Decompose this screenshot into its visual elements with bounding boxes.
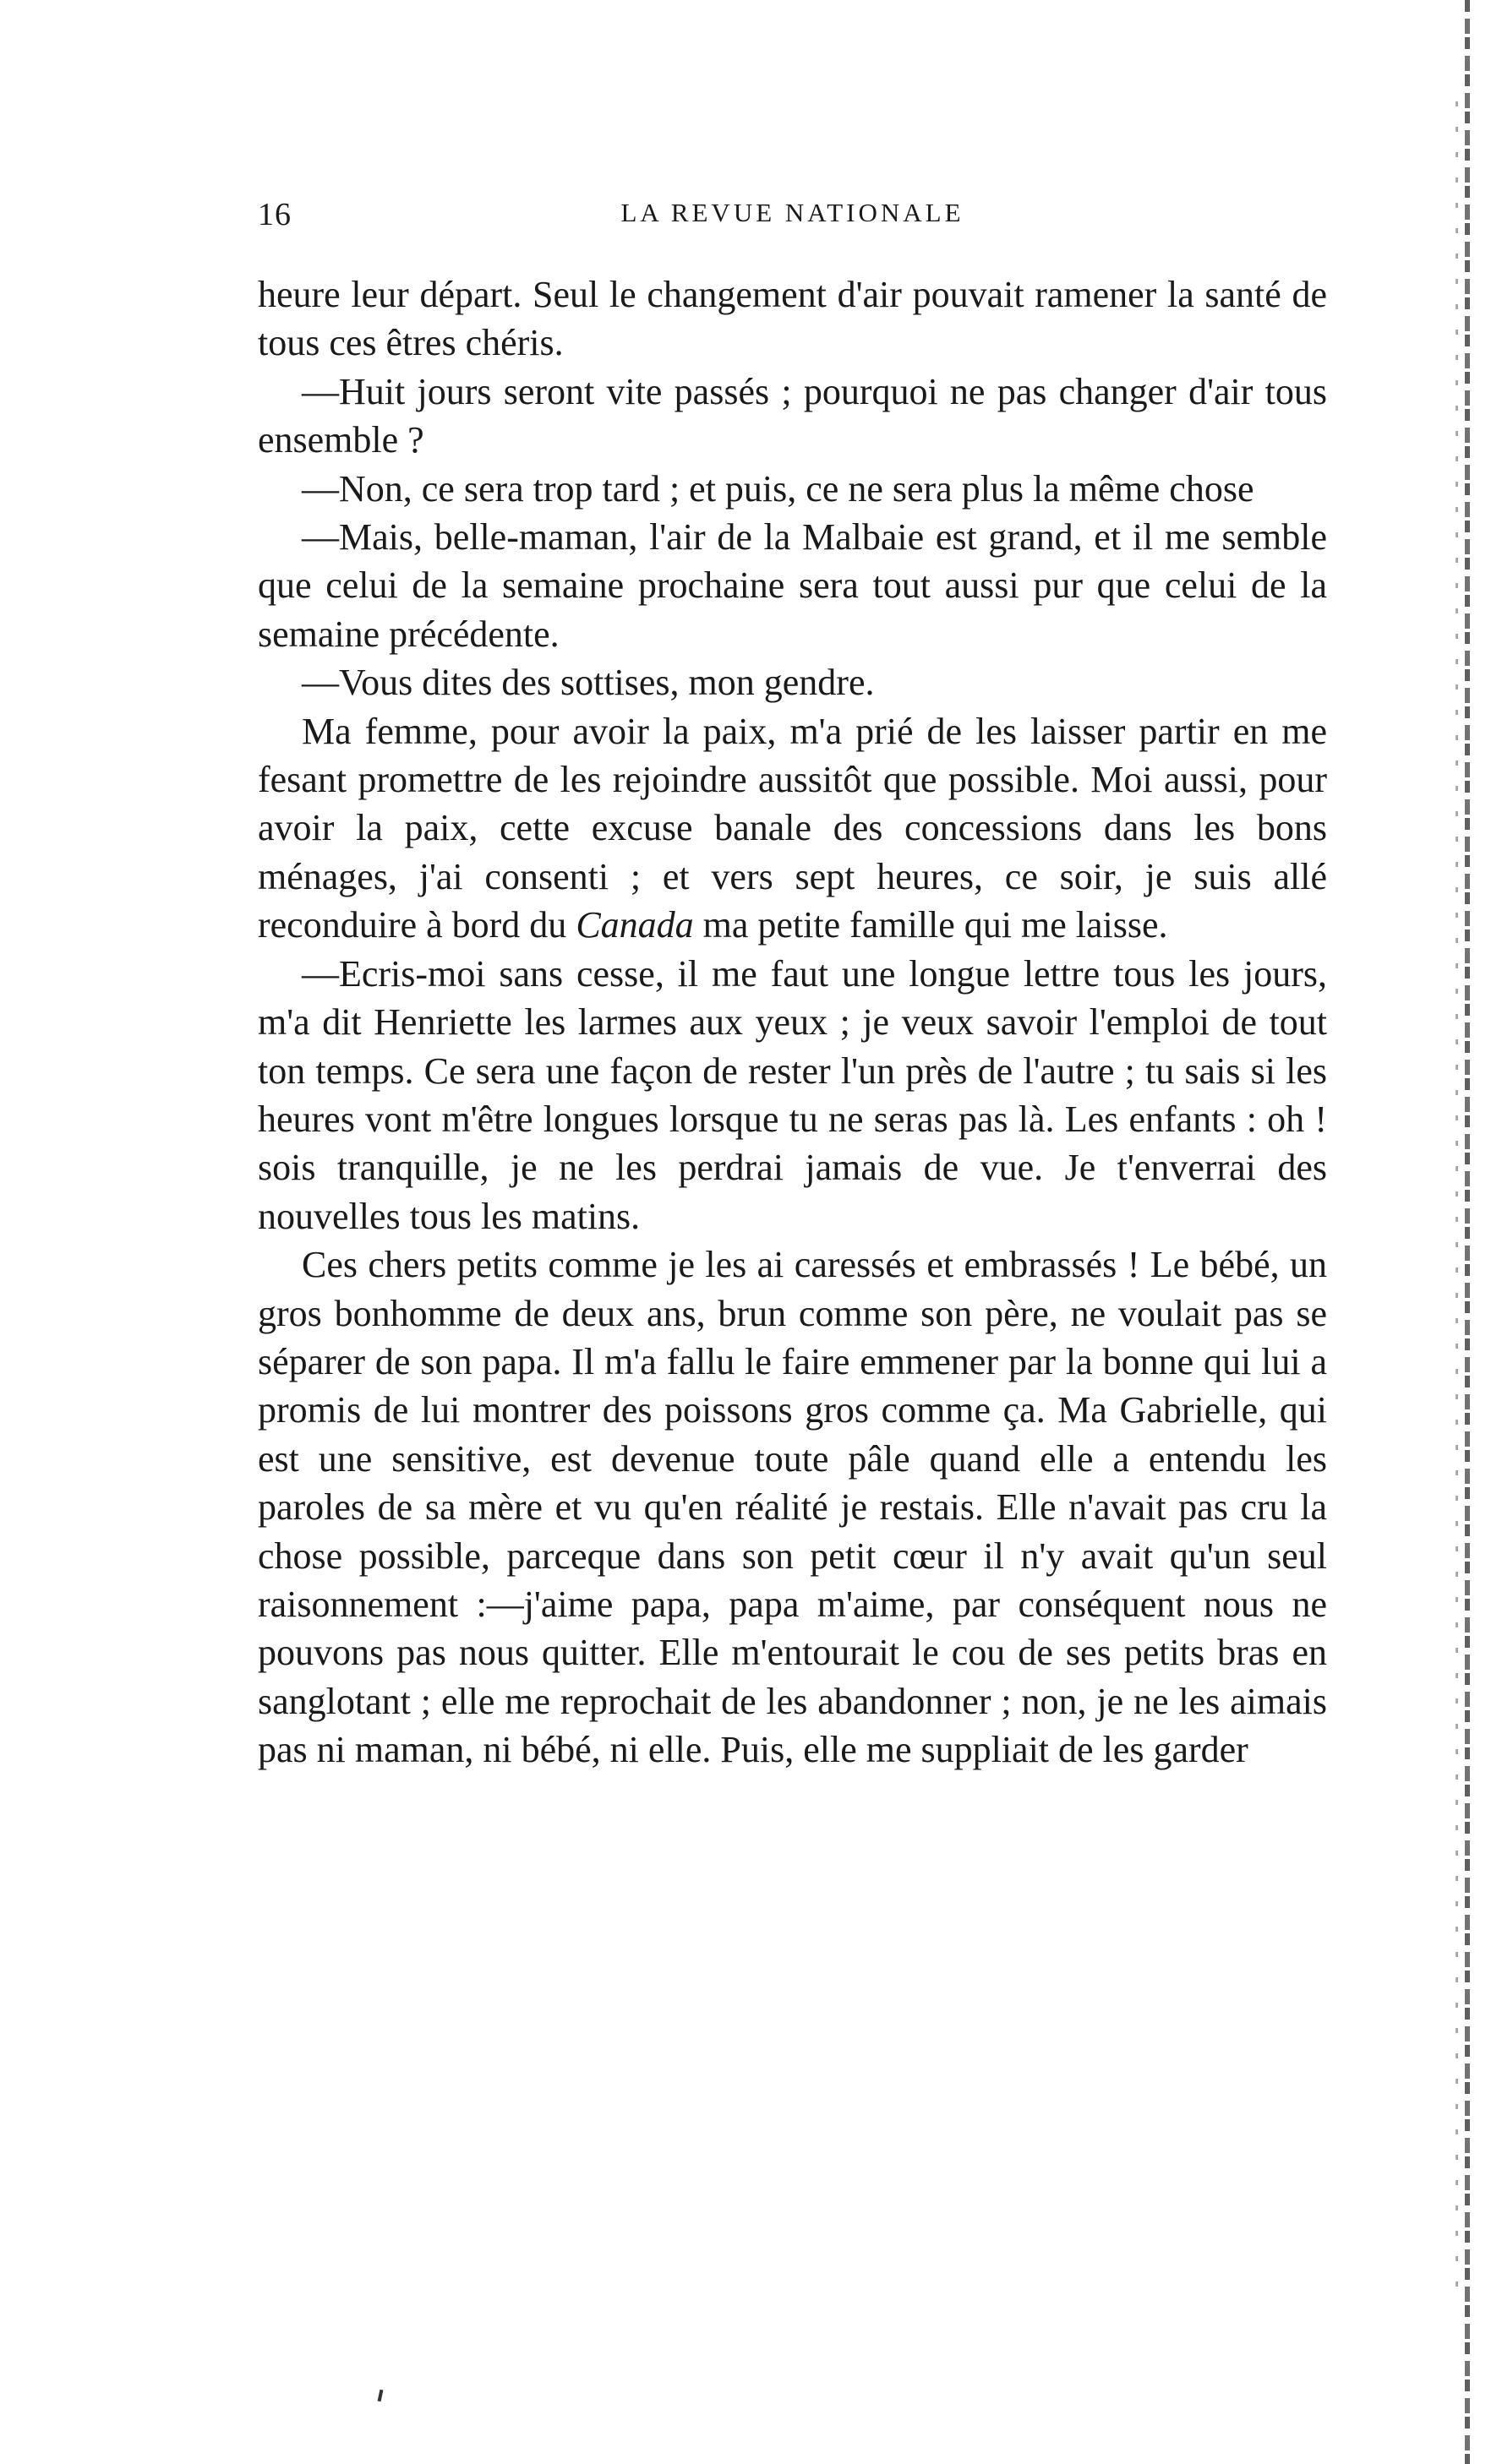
paragraph-2: —Huit jours seront vite passés ; pourquoi ne pas changer d'air tous ensemble ?: [258, 370, 1327, 461]
paragraph-6-text-before: Ma femme, pour avoir la paix, m'a prié de les laisser partir en me fesant promettre de les rejoindre aussitôt que possible. Moi aussi, pour avoir la paix, cette excuse banale des concessions dans les bons ménages, j'ai consenti ; et vers sept heures, ce soir, je suis allé reconduire à bord du: [258, 710, 1327, 946]
paragraph-1: heure leur départ. Seul le changement d'air pouvait ramener la santé de tous ces êtres chéris.: [258, 274, 1327, 364]
paragraph-5: —Vous dites des sottises, mon gendre.: [302, 662, 875, 704]
body-text: [258, 270, 1327, 1774]
journal-title: LA REVUE NATIONALE: [620, 198, 964, 227]
paragraph-4: —Mais, belle-maman, l'air de la Malbaie est grand, et il me semble que celui de la semaine prochaine sera tout aussi pur que celui de la semaine précédente.: [258, 516, 1327, 655]
stray-ink-mark: [378, 2390, 384, 2402]
page-number: 16: [258, 197, 292, 232]
running-head: [258, 196, 1327, 247]
binding-edge-speckle: [1456, 101, 1458, 2298]
paragraph-8: Ces chers petits comme je les ai caressés et embrassés ! Le bébé, un gros bonhomme de deux ans, brun comme son père, ne voulait pas se séparer de son papa. Il m'a fallu le faire emmener par la bonne qui lui a promis de lui montrer des poissons gros comme ça. Ma Gabrielle, qui est une sensitive, est devenue toute pâle quand elle a entendu les paroles de sa mère et vu qu'en réalité je restais. Elle n'avait pas cru la chose possible, parceque dans son petit cœur il n'y avait qu'un seul raisonnement :—j'aime papa, papa m'aime, par conséquent nous ne pouvons pas nous quitter. Elle m'entourait le cou de ses petits bras en sanglotant ; elle me reprochait de les abandonner ; non, je ne les aimais pas ni maman, ni bébé, ni elle. Puis, elle me suppliait de les garder: [258, 1244, 1327, 1771]
ship-name: Canada: [576, 904, 694, 946]
binding-edge-mark: [1465, 0, 1470, 2464]
paragraph-6: [258, 707, 1327, 950]
paragraph-6-text-after: ma petite famille qui me laisse.: [693, 904, 1168, 946]
paragraph-7: —Ecris-moi sans cesse, il me faut une longue lettre tous les jours, m'a dit Henriette les larmes aux yeux ; je veux savoir l'emploi de tout ton temps. Ce sera une façon de rester l'un près de l'autre ; tu sais si les heures vont m'être longues lorsque tu ne seras pas là. Les enfants : oh ! sois tranquille, je ne les perdrai jamais de vue. Je t'enverrai des nouvelles tous les matins.: [258, 952, 1327, 1237]
paragraph-3: —Non, ce sera trop tard ; et puis, ce ne sera plus la même chose: [302, 467, 1254, 510]
